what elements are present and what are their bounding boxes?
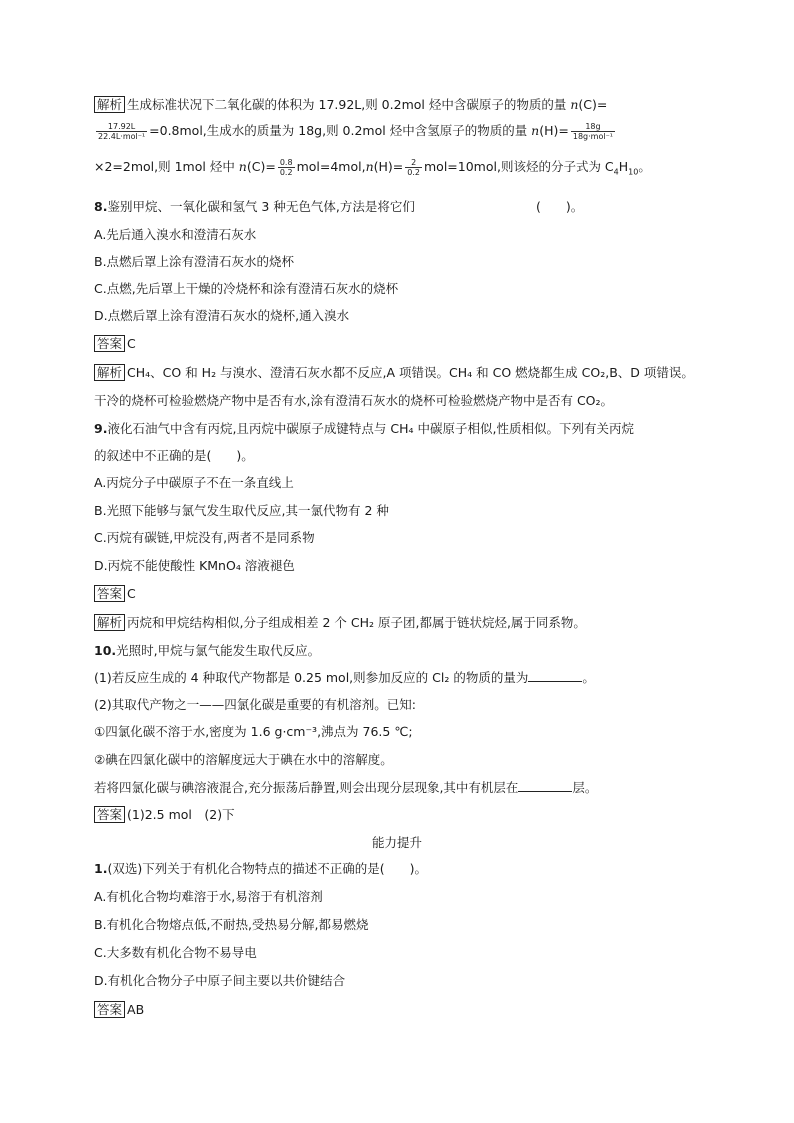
question-8-option-a: A.先后通入溴水和澄清石灰水 bbox=[94, 227, 257, 242]
answer-text: AB bbox=[127, 1002, 145, 1017]
fraction-denominator: 18g·mol⁻¹ bbox=[572, 132, 614, 141]
text: mol=4mol, bbox=[296, 159, 366, 174]
prev-solution-line-2 bbox=[94, 122, 617, 141]
question-8-analysis-line-1 bbox=[94, 364, 694, 382]
question-8-option-c: C.点燃,先后罩上干燥的冷烧杯和涂有澄清石灰水的烧杯 bbox=[94, 281, 399, 296]
ability-question-1-answer bbox=[94, 1001, 144, 1019]
question-10-fact-2: ②碘在四氯化碳中的溶解度远大于碘在水中的溶解度。 bbox=[94, 752, 393, 767]
fraction-denominator: 0.2 bbox=[279, 168, 293, 177]
question-10-fact-1: ①四氯化碳不溶于水,密度为 1.6 g·cm⁻³,沸点为 76.5 ℃; bbox=[94, 724, 413, 739]
analysis-text: 丙烷和甲烷结构相似,分子组成相差 2 个 CH₂ 原子团,都属于链状烷烃,属于同系物。 bbox=[127, 615, 586, 630]
part-end: 。 bbox=[582, 670, 595, 685]
text: 生成标准状况下二氧化碳的体积为 17.92L,则 0.2mol 烃中含碳原子的物质的量 bbox=[127, 97, 571, 112]
analysis-tag: 解析 bbox=[94, 364, 125, 381]
question-8-option-b: B.点燃后罩上涂有澄清石灰水的烧杯 bbox=[94, 254, 295, 269]
answer-text: C bbox=[127, 586, 136, 601]
question-10-stem bbox=[94, 642, 320, 660]
question-10-part-3 bbox=[94, 779, 597, 797]
text: H bbox=[618, 159, 629, 174]
question-10-part-1 bbox=[94, 669, 595, 687]
fraction-c bbox=[278, 158, 295, 177]
fraction-numerator: 18g bbox=[571, 122, 615, 132]
question-8-answer bbox=[94, 335, 136, 353]
text: ×2=2mol,则 1mol 烃中 bbox=[94, 159, 239, 174]
question-9-option-b: B.光照下能够与氯气发生取代反应,其一氯代物有 2 种 bbox=[94, 503, 389, 518]
analysis-text: CH₄、CO 和 H₂ 与溴水、澄清石灰水都不反应,A 项错误。CH₄ 和 CO 燃烧都生成 CO₂,B、D 项错误。 bbox=[127, 365, 694, 380]
answer-tag: 答案 bbox=[94, 335, 125, 352]
part-text: (1)若反应生成的 4 种取代产物都是 0.25 mol,则参加反应的 Cl₂ 的物质的量为 bbox=[94, 670, 529, 685]
question-9-analysis bbox=[94, 614, 586, 632]
ability-question-1-option-b: B.有机化合物熔点低,不耐热,受热易分解,都易燃烧 bbox=[94, 917, 369, 932]
fill-blank bbox=[528, 669, 582, 682]
question-text: 液化石油气中含有丙烷,且丙烷中碳原子成键特点与 CH₄ 中碳原子相似,性质相似。下列有关丙烷 bbox=[107, 421, 634, 436]
ability-question-1-option-d: D.有机化合物分子中原子间主要以共价键结合 bbox=[94, 973, 346, 988]
question-number: 10. bbox=[94, 643, 117, 658]
prev-solution-line-1 bbox=[94, 96, 607, 114]
question-9-option-d: D.丙烷不能使酸性 KMnO₄ 溶液褪色 bbox=[94, 558, 295, 573]
symbol-n: n bbox=[570, 97, 579, 112]
ability-question-1-option-a: A.有机化合物均难溶于水,易溶于有机溶剂 bbox=[94, 889, 323, 904]
answer-tag: 答案 bbox=[94, 585, 125, 602]
question-number: 1. bbox=[94, 861, 108, 876]
question-8-analysis-line-2: 干冷的烧杯可检验燃烧产物中是否有水,涂有澄清石灰水的烧杯可检验燃烧产物中是否有 CO₂。 bbox=[94, 393, 614, 408]
answer-text: (1)2.5 mol (2)下 bbox=[127, 807, 235, 822]
fraction-denominator: 22.4L·mol⁻¹ bbox=[98, 132, 146, 141]
question-9-stem-1 bbox=[94, 420, 634, 438]
fraction-co2 bbox=[96, 122, 147, 141]
question-10-part-2: (2)其取代产物之一——四氯化碳是重要的有机溶剂。已知: bbox=[94, 697, 416, 712]
question-number: 8. bbox=[94, 199, 108, 214]
ability-question-1-stem bbox=[94, 860, 427, 878]
analysis-tag: 解析 bbox=[94, 614, 125, 631]
question-9-answer bbox=[94, 585, 136, 603]
answer-text: C bbox=[127, 336, 136, 351]
question-text: 光照时,甲烷与氯气能发生取代反应。 bbox=[116, 643, 321, 658]
answer-tag: 答案 bbox=[94, 806, 125, 823]
symbol-n: n bbox=[238, 159, 247, 174]
subscript: 10 bbox=[628, 167, 639, 177]
text: 。 bbox=[638, 159, 651, 174]
question-9-option-c: C.丙烷有碳链,甲烷没有,两者不是同系物 bbox=[94, 530, 315, 545]
analysis-tag: 解析 bbox=[94, 96, 125, 113]
fraction-water bbox=[571, 122, 615, 141]
text: (H)= bbox=[539, 123, 569, 138]
fraction-numerator: 2 bbox=[405, 158, 422, 168]
fill-blank bbox=[518, 779, 572, 792]
fraction-h bbox=[405, 158, 422, 177]
symbol-n: n bbox=[365, 159, 374, 174]
part-end: 层。 bbox=[572, 780, 598, 795]
fraction-numerator: 17.92L bbox=[96, 122, 147, 132]
question-text: (双选)下列关于有机化合物特点的描述不正确的是( )。 bbox=[107, 861, 427, 876]
question-number: 9. bbox=[94, 421, 108, 436]
subscript: 4 bbox=[613, 167, 619, 177]
text: =0.8mol,生成水的质量为 18g,则 0.2mol 烃中含氢原子的物质的量 bbox=[149, 123, 532, 138]
text: (C)= bbox=[578, 97, 608, 112]
text: (H)= bbox=[373, 159, 404, 174]
fraction-numerator: 0.8 bbox=[279, 158, 293, 167]
answer-paren: ( )。 bbox=[536, 199, 584, 214]
question-8-stem bbox=[94, 198, 584, 216]
prev-solution-line-3 bbox=[94, 158, 651, 182]
symbol-n: n bbox=[531, 123, 540, 138]
answer-tag: 答案 bbox=[94, 1001, 125, 1018]
text: (C)= bbox=[246, 159, 276, 174]
question-9-stem-2: 的叙述中不正确的是( )。 bbox=[94, 448, 254, 463]
question-9-option-a: A.丙烷分子中碳原子不在一条直线上 bbox=[94, 475, 294, 490]
part-text: 若将四氯化碳与碘溶液混合,充分振荡后静置,则会出现分层现象,其中有机层在 bbox=[94, 780, 519, 795]
section-title: 能力提升 bbox=[371, 835, 422, 850]
question-text: 鉴别甲烷、一氧化碳和氢气 3 种无色气体,方法是将它们 bbox=[107, 199, 415, 214]
question-10-answer bbox=[94, 806, 235, 824]
text: mol=10mol,则该烃的分子式为 C bbox=[424, 159, 614, 174]
ability-question-1-option-c: C.大多数有机化合物不易导电 bbox=[94, 945, 257, 960]
question-8-option-d: D.点燃后罩上涂有澄清石灰水的烧杯,通入溴水 bbox=[94, 308, 350, 323]
fraction-denominator: 0.2 bbox=[407, 168, 420, 177]
